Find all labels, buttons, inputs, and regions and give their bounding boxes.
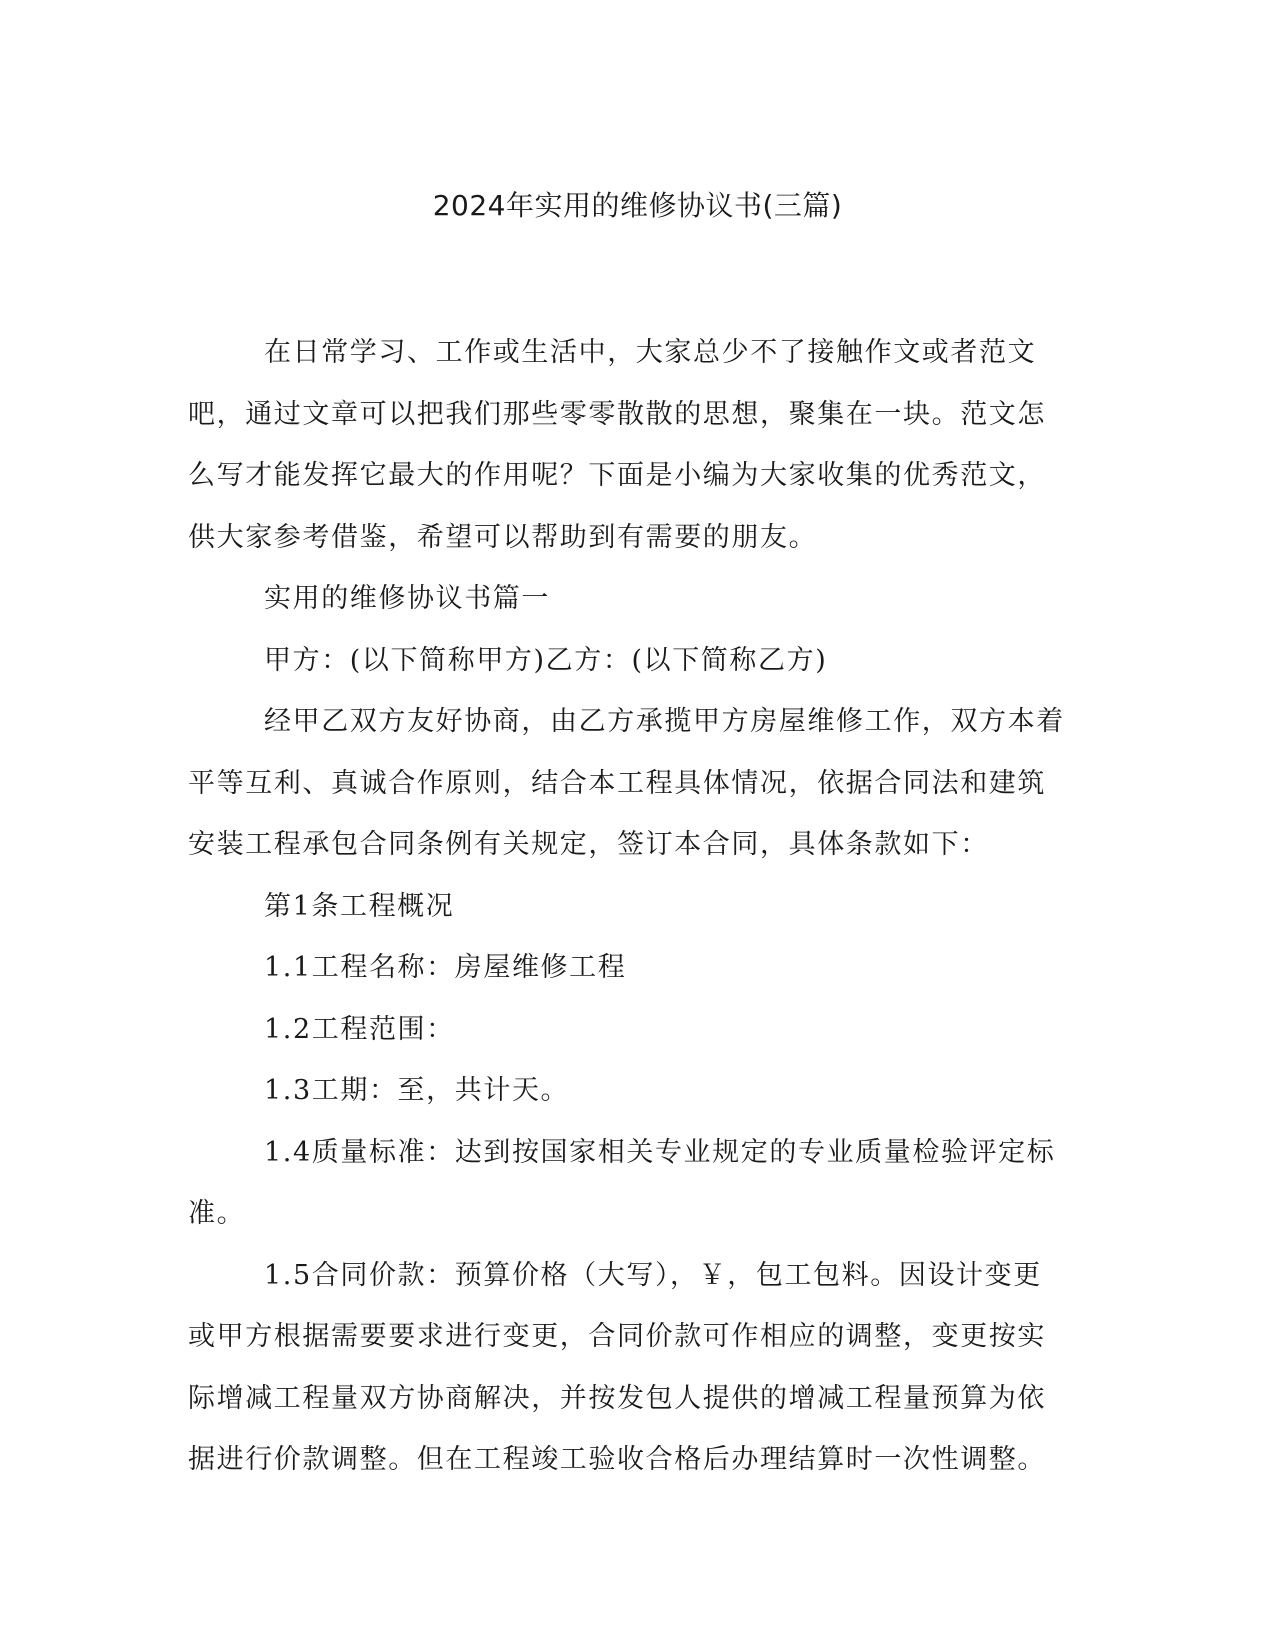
clause-1-1: 1.1工程名称：房屋维修工程	[264, 952, 627, 983]
agreement-paragraph: 经甲乙双方友好协商，由乙方承揽甲方房屋维修工作，双方本着平等互利、真诚合作原则，结合本工程具体情况，依据合同法和建筑安装工程承包合同条例有关规定，签订本合同，具体条款如下：	[188, 706, 1065, 860]
article-heading: 第1条工程概况	[264, 890, 455, 922]
document-title: 2024年实用的维修协议书(三篇)	[432, 189, 843, 222]
clause-1-3: 1.3工期：至，共计天。	[264, 1075, 570, 1106]
clause-1-2: 1.2工程范围：	[264, 1013, 455, 1045]
parties-line: 甲方：(以下简称甲方)乙方：(以下简称乙方)	[264, 644, 828, 676]
intro-paragraph: 在日常学习、工作或生活中，大家总少不了接触作文或者范文吧，通过文章可以把我们那些零零散散的思想，聚集在一块。范文怎么写才能发挥它最大的作用呢？下面是小编为大家收集的优秀范文，供大家参考借鉴，希望可以帮助到有需要的朋友。	[188, 337, 1046, 553]
clause-1-5: 1.5合同价款：预算价格（大写），￥，包工包料。因设计变更或甲方根据需要要求进行变更，合同价款可作相应的调整，变更按实际增减工程量双方协商解决，并按发包人提供的增减工程量预算为依据进行价款调整。但在工程竣工验收合格后办理结算时一次性调整。	[188, 1259, 1046, 1475]
document-body	[188, 322, 1068, 1491]
section-heading: 实用的维修协议书篇一	[264, 583, 550, 614]
clause-1-4: 1.4质量标准：达到按国家相关专业规定的专业质量检验评定标准。	[188, 1136, 1056, 1229]
